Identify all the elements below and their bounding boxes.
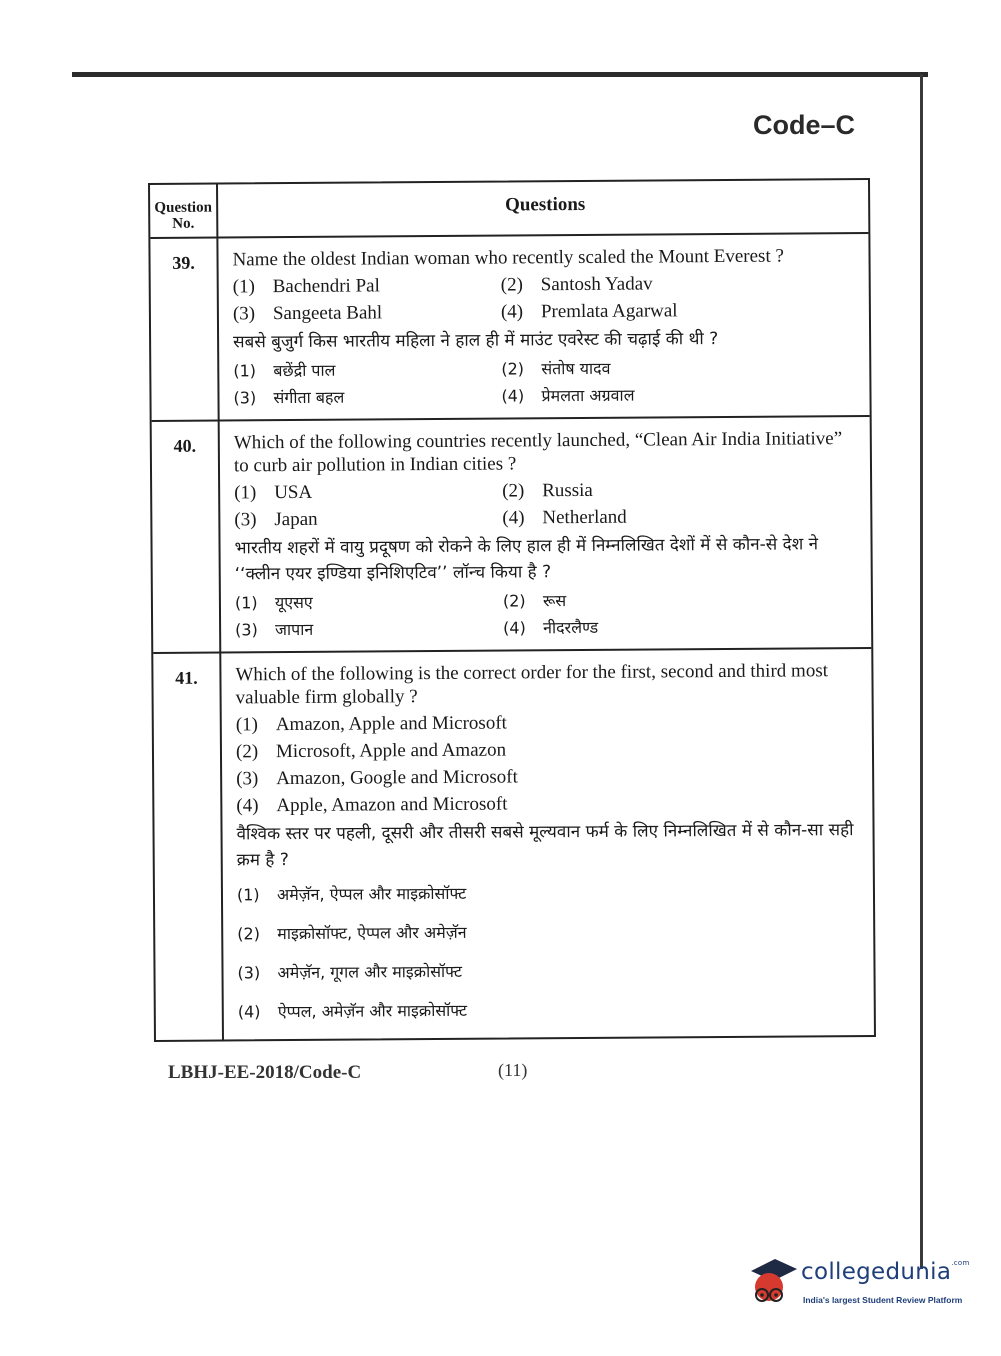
brand-name (801, 1259, 970, 1285)
code-label: Code–C (752, 110, 855, 140)
option-text: ऐप्पल, अमेज़ॅन और माइक्रोसॉफ्ट (277, 1000, 468, 1022)
option-3-hindi (237, 949, 863, 992)
option-text: Sangeeta Bahl (272, 302, 383, 325)
option-text: Netherland (542, 506, 627, 529)
option-number: (2) (501, 359, 525, 379)
option-3-hindi (233, 383, 501, 412)
option-number: (1) (235, 714, 259, 736)
option-3 (233, 299, 501, 328)
right-margin-rule (920, 74, 923, 1269)
question-body (218, 234, 869, 420)
question-text-hindi: भारतीय शहरों में वायु प्रदूषण को रोकने के लिए हाल ही में निम्नलिखित देशों में से कौन-से देश ने ‘‘क्लीन एयर इण्डिया इनिशिएटिव’’ लॉन्च किया है ? (234, 534, 819, 585)
option-text: USA (274, 481, 313, 504)
option-number: (1) (234, 593, 258, 613)
options-english (236, 707, 863, 819)
option-2-hindi (501, 353, 859, 382)
option-number: (1) (233, 361, 257, 381)
option-text: जापान (275, 619, 314, 640)
option-text: रूस (542, 591, 567, 611)
option-number: (4) (236, 795, 259, 817)
question-row-41 (153, 647, 874, 1040)
option-number: (4) (501, 386, 525, 406)
page-number: (11) (498, 1060, 528, 1080)
option-text: अमेज़ॅन, गूगल और माइक्रोसॉफ्ट (277, 961, 463, 983)
option-number: (1) (232, 276, 255, 298)
options-english (233, 269, 859, 327)
option-number: (1) (236, 885, 260, 905)
option-4-hindi (503, 612, 861, 641)
option-text: Bachendri Pal (272, 275, 380, 298)
option-text: प्रेमलता अग्रवाल (541, 385, 635, 406)
option-number: (4) (502, 507, 525, 529)
collegedunia-logo (745, 1255, 970, 1315)
col-header-question-no: Question No. (150, 185, 218, 237)
option-text: Santosh Yadav (540, 273, 653, 296)
question-text-english: Which of the following is the correct order for the first, second and third most valuable firm globally ? (235, 660, 829, 709)
options-hindi (235, 585, 861, 643)
option-1-hindi (233, 356, 501, 385)
option-text: Russia (542, 479, 593, 502)
option-number: (4) (237, 1002, 261, 1022)
option-text: संतोष यादव (541, 358, 611, 379)
option-number: (2) (502, 480, 525, 502)
questions-table (148, 178, 876, 1042)
option-text: Amazon, Apple and Microsoft (275, 712, 507, 736)
option-1-hindi (235, 588, 503, 617)
option-number: (3) (236, 768, 259, 790)
question-body (221, 649, 874, 1040)
col-header-questions: Questions (504, 193, 586, 216)
option-2 (501, 269, 859, 298)
option-text: Apple, Amazon and Microsoft (276, 793, 508, 817)
option-number: (3) (234, 509, 257, 531)
question-number: 41. (153, 653, 224, 1039)
option-number: (3) (233, 388, 257, 408)
top-rule (72, 72, 928, 77)
option-3-hindi (235, 615, 503, 644)
option-number: (2) (237, 924, 260, 944)
option-4-hindi (238, 988, 864, 1031)
question-number: 40. (152, 422, 222, 652)
table-header-row (150, 180, 868, 237)
brand-name-text: collegedunia (801, 1259, 952, 1285)
option-text: Premlata Agarwal (540, 300, 678, 323)
option-1-hindi (237, 871, 863, 914)
question-text-english: Which of the following countries recently launched, “Clean Air India Initiative” to curb air pollution in Indian cities ? (233, 428, 843, 477)
option-number: (1) (234, 482, 257, 504)
option-2-hindi (503, 585, 861, 614)
question-text-hindi: वैश्विक स्तर पर पहली, दूसरी और तीसरी सबसे मूल्यवान फर्म के लिए निम्नलिखित में से कौन-सा सही क्रम है ? (236, 820, 854, 871)
options-hindi (237, 871, 864, 1031)
options-hindi (233, 353, 859, 411)
option-text: यूएसए (274, 592, 313, 613)
option-number: (2) (500, 274, 523, 296)
option-4 (236, 788, 862, 819)
question-text-hindi: सबसे बुजुर्ग किस भारतीय महिला ने हाल ही में माउंट एवरेस्ट की चढ़ाई की थी ? (233, 329, 719, 353)
brand-suffix: .com (951, 1259, 970, 1267)
option-number: (4) (503, 618, 526, 638)
option-number: (3) (232, 303, 256, 325)
option-3 (234, 505, 502, 534)
option-2-hindi (237, 910, 863, 953)
option-1 (234, 478, 502, 507)
option-text: बछेंद्री पाल (273, 360, 336, 381)
question-text-english: Name the oldest Indian woman who recently scaled the Mount Everest ? (232, 245, 784, 271)
option-text: नीदरलैण्ड (543, 617, 599, 638)
option-4 (502, 502, 860, 531)
options-english (234, 475, 860, 533)
option-text: संगीता बहल (273, 387, 345, 408)
option-text: Amazon, Google and Microsoft (276, 766, 518, 790)
question-row-40 (152, 415, 872, 652)
brand-tagline: India's largest Student Review Platform (803, 1295, 963, 1305)
question-body (220, 417, 872, 652)
question-row-39 (150, 232, 869, 420)
question-number: 39. (150, 239, 219, 420)
footer-exam-code: LBHJ-EE-2018/Code-C (168, 1062, 362, 1083)
option-number: (2) (235, 741, 259, 763)
option-number: (3) (237, 963, 261, 983)
option-4-hindi (501, 380, 859, 409)
option-text: Japan (274, 508, 318, 531)
option-number: (3) (235, 620, 258, 640)
option-text: Microsoft, Apple and Amazon (275, 739, 507, 763)
option-text: माइक्रोसॉफ्ट, ऐप्पल और अमेज़ॅन (277, 922, 467, 944)
option-text: अमेज़ॅन, ऐप्पल और माइक्रोसॉफ्ट (276, 883, 467, 905)
option-number: (2) (502, 591, 526, 611)
mascot-icon (745, 1255, 797, 1310)
option-2 (502, 475, 860, 504)
option-4 (501, 296, 859, 325)
option-number: (4) (500, 301, 524, 323)
option-1 (233, 272, 501, 301)
